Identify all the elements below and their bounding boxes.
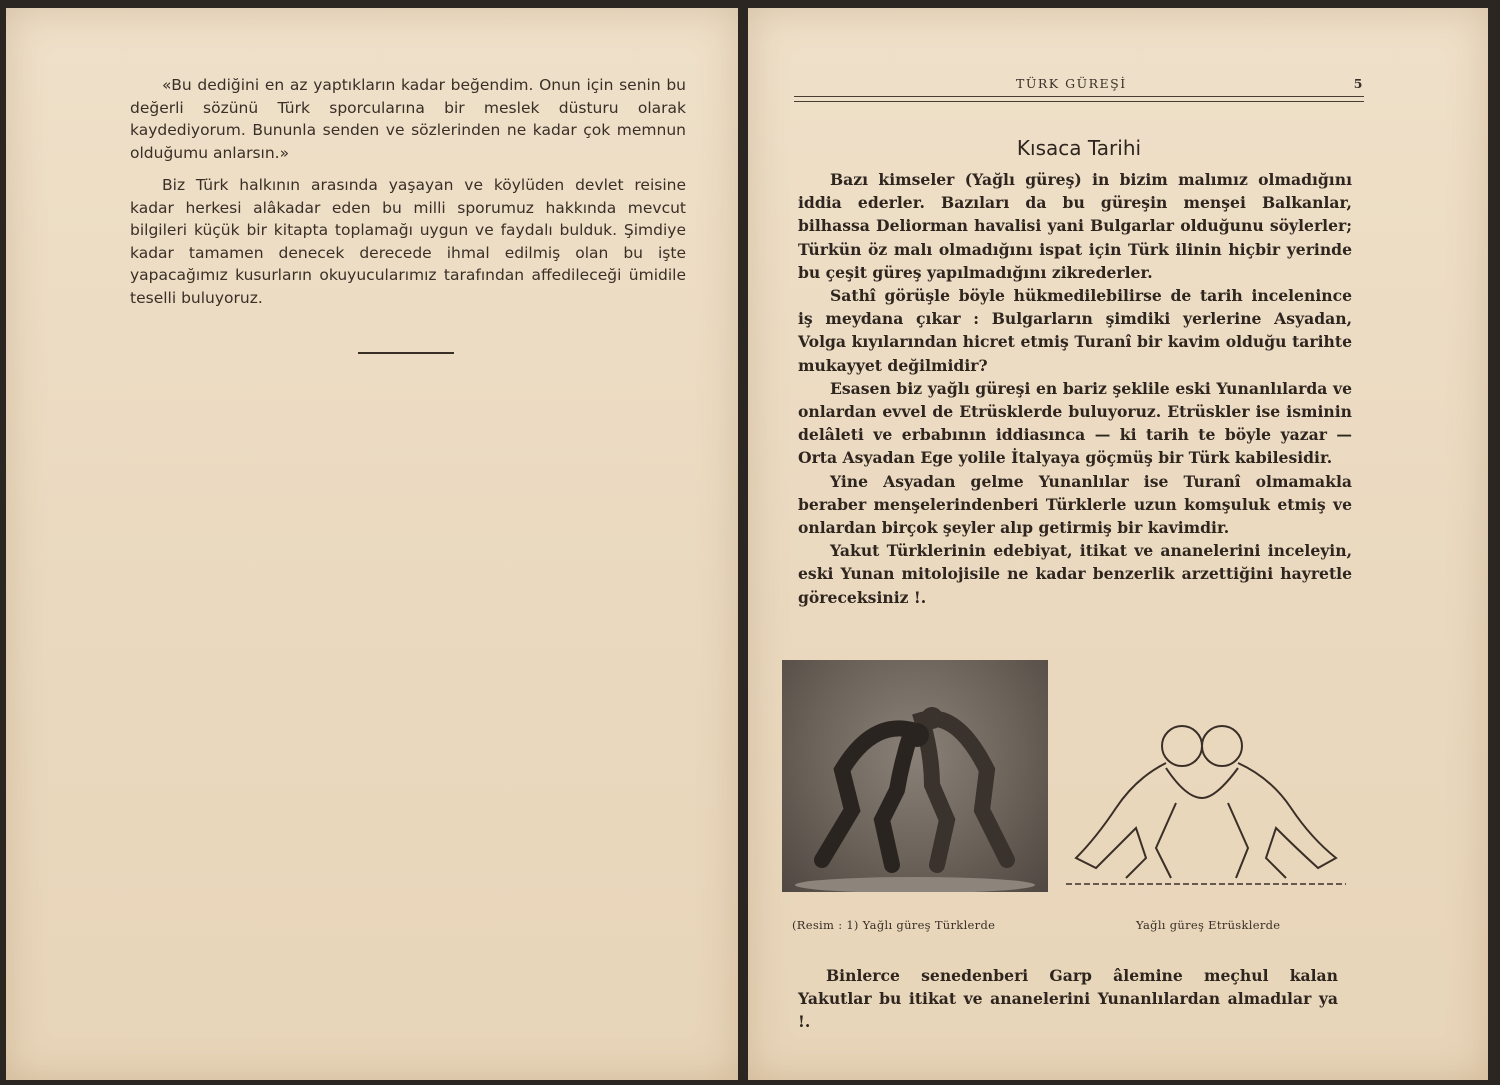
drawing-caption: Yağlı güreş Etrüsklerde (1136, 918, 1281, 932)
right-paragraph-2: Sathî görüşle böyle hükmedilebilirse de tarih incelenince iş meydana çıkar : Bulgarların şimdiki yerlerine Asyadan, Volga kıyılarından hicret etmiş Turanî bir kavim olduğu tarihte mukayyet değilmidir? (798, 286, 1352, 375)
right-paragraph-3: Esasen biz yağlı güreşi en bariz şeklile eski Yunanlılarda ve onlardan evvel de Etrüsklerde buluyoruz. Etrüskler ise isminin delâleti ve erbabının iddiasınca — ki tarih te böyle yazar — Orta Asyadan Ege yolile İtalyaya göçmüş bir Türk kabilesidir. (798, 378, 1352, 468)
wrestlers-photo-figures (782, 660, 1048, 892)
right-page (748, 8, 1488, 1080)
wrestlers-photo (782, 660, 1048, 892)
running-header (796, 76, 1364, 94)
left-page (6, 8, 738, 1080)
chapter-heading: Kısaca Tarihi (1016, 136, 1142, 160)
running-title: TÜRK GÜREŞİ (1016, 76, 1127, 91)
right-page-text (798, 168, 1352, 609)
photo-caption: (Resim : 1) Yağlı güreş Türklerde (792, 918, 996, 932)
etruscan-wrestlers-drawing (1056, 708, 1356, 892)
etruscan-drawing-figures (1056, 708, 1356, 892)
right-paragraph-1: Bazı kimseler (Yağlı güreş) in bizim malımız olmadığını iddia ederler. Bazıları da bu güreşin menşei Balkanlar, bilhassa Deliorman havalisi yani Bulgarlar olduğunu söylerler; Türkün öz malı olmadığını ispat için Türk ilinin hiçbir yerinde bu çeşit güreş yapılmadığını zikrederler. (798, 170, 1352, 282)
bottom-paragraph: Binlerce senedenberi Garp âlemine meçhul kalan Yakutlar bu itikat ve ananelerini Yunanlılardan almadılar ya !. (798, 966, 1338, 1032)
left-page-text (130, 74, 686, 319)
right-paragraph-5: Yakut Türklerinin edebiyat, itikat ve ananelerini inceleyin, eski Yunan mitolojisile ne kadar benzerlik arzettiğini hayretle göreceksiniz !. (798, 541, 1352, 607)
left-paragraph-2: Biz Türk halkının arasında yaşayan ve köylüden devlet reisine kadar herkesi alâkadar eden bu milli sporumuz hakkında mevcut bilgileri küçük bir kitapta toplamağı uygun ve faydalı bulduk. Şimdiye kadar tamamen denecek derecede ihmal edilmiş olan bu işte yapacağımız kusurların okuyucularımız tarafından affedileceği ümidile teselli buluyoruz. (130, 176, 686, 307)
page-number: 5 (1353, 76, 1364, 91)
header-double-rule (794, 96, 1364, 102)
left-paragraph-1: «Bu dediğini en az yaptıkların kadar beğendim. Onun için senin bu değerli sözünü Türk sporcularına bir meslek düsturu olarak kaydediyorum. Bununla senden ve sözlerinden ne kadar çok memnun olduğumu anlarsın.» (130, 76, 686, 162)
bottom-text (798, 964, 1338, 1034)
section-divider (358, 352, 454, 354)
right-paragraph-4: Yine Asyadan gelme Yunanlılar ise Turanî olmamakla beraber menşelerindenberi Türklerle uzun komşuluk etmiş ve onlardan birçok şeyler alıp getirmiş bir kavimdir. (798, 471, 1352, 538)
